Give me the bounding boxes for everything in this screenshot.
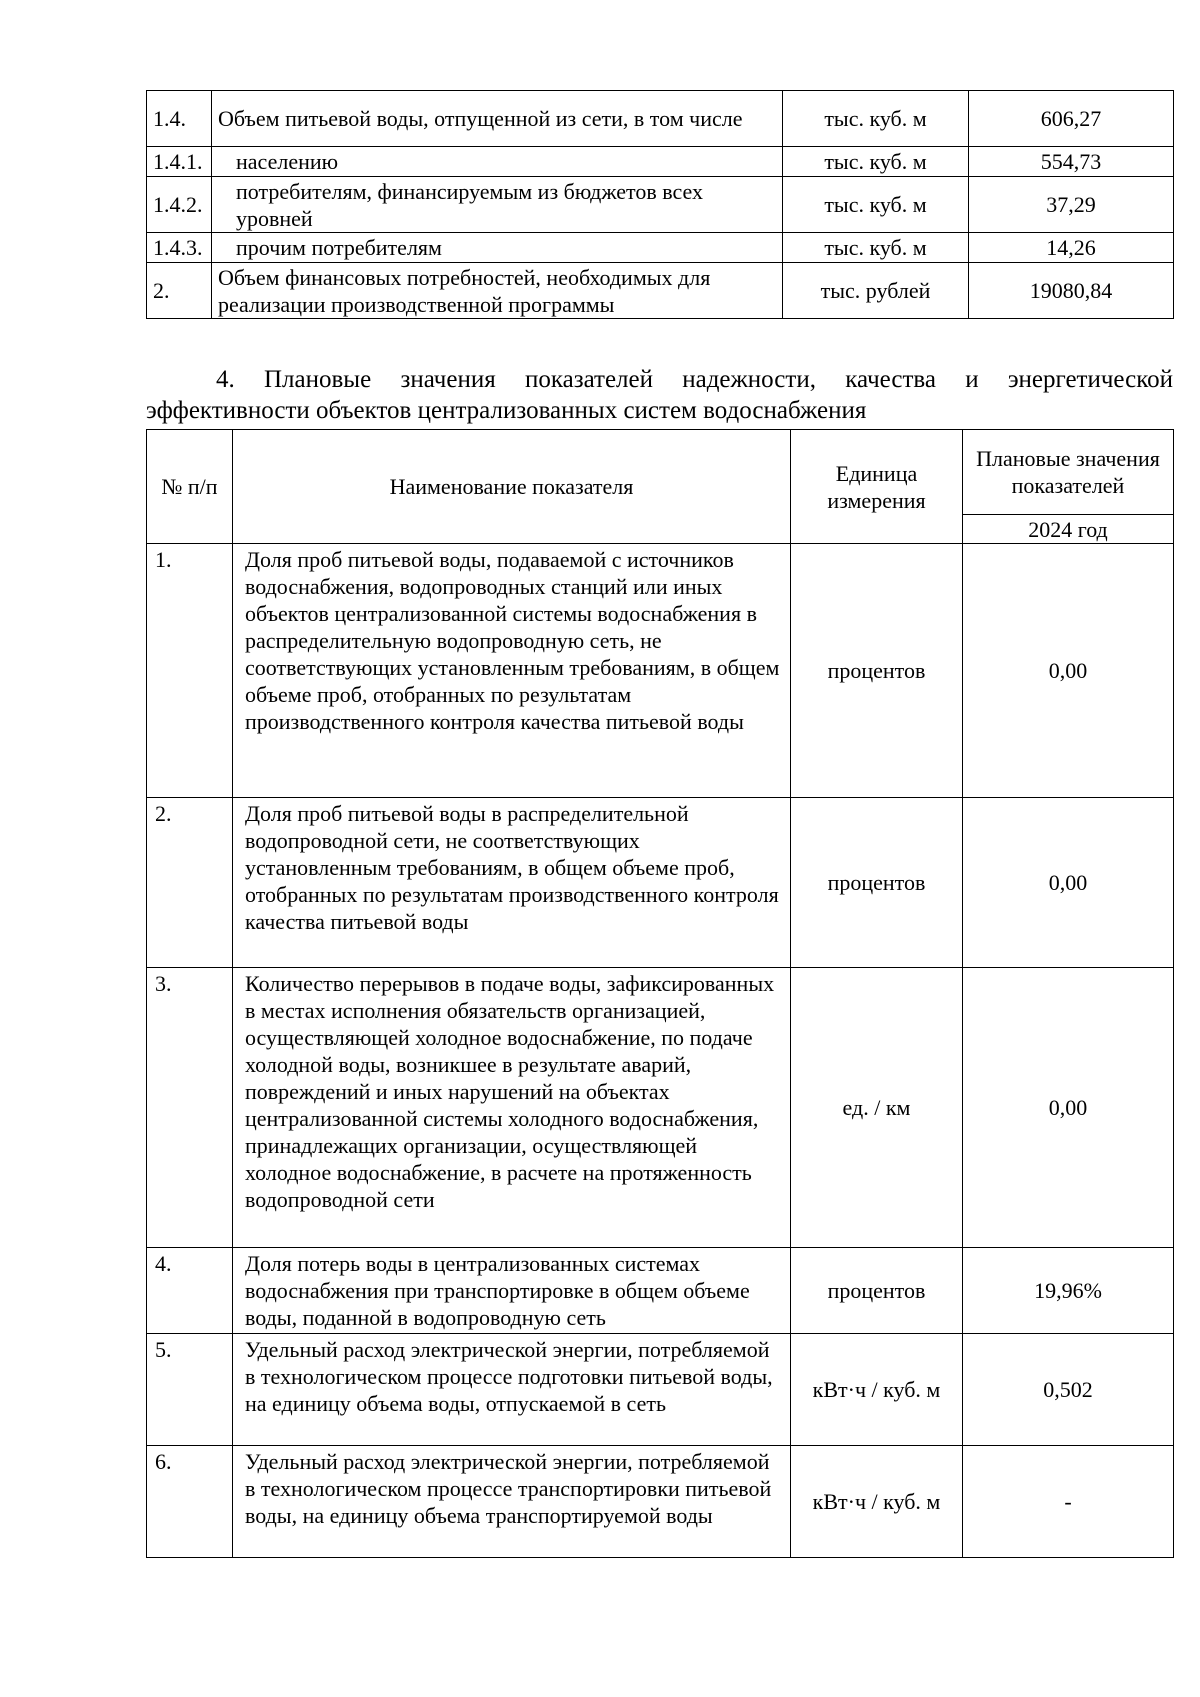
indicators-table — [146, 429, 1174, 1558]
row-unit: кВт·ч / куб. м — [791, 1446, 963, 1558]
table-row — [147, 147, 1174, 177]
row-name: Удельный расход электрической энергии, потребляемой в технологическом процессе транспортировки питьевой воды, на единицу объема транспортируемой воды — [233, 1446, 791, 1558]
row-unit: процентов — [791, 1248, 963, 1334]
row-unit: кВт·ч / куб. м — [791, 1334, 963, 1446]
row-value: 554,73 — [969, 147, 1174, 177]
table-row — [147, 177, 1174, 233]
row-name: Доля проб питьевой воды, подаваемой с источников водоснабжения, водопроводных станций или иных объектов централизованной системы водоснабжения в распределительную водопроводную сеть, не соответствующих установленным требованиям, в общем объеме проб, отобранных по результатам производственного контроля качества питьевой воды — [233, 544, 791, 798]
header-row — [147, 430, 1174, 515]
row-name: прочим потребителям — [212, 233, 783, 263]
row-unit: тыс. рублей — [783, 263, 969, 319]
row-number: 6. — [147, 1446, 233, 1558]
row-name: потребителям, финансируемым из бюджетов всех уровней — [212, 177, 783, 233]
row-value: 19,96% — [963, 1248, 1174, 1334]
row-value: 19080,84 — [969, 263, 1174, 319]
header-planned-values: Плановые значения показателей — [963, 430, 1174, 515]
production-program-table — [146, 90, 1174, 319]
row-unit: процентов — [791, 798, 963, 968]
row-number: 2. — [147, 263, 212, 319]
row-unit: тыс. куб. м — [783, 147, 969, 177]
row-unit: процентов — [791, 544, 963, 798]
row-value: 606,27 — [969, 91, 1174, 147]
row-number: 1.4.3. — [147, 233, 212, 263]
row-value: 0,00 — [963, 798, 1174, 968]
row-value: 14,26 — [969, 233, 1174, 263]
row-number: 4. — [147, 1248, 233, 1334]
row-number: 1.4. — [147, 91, 212, 147]
row-name: Удельный расход электрической энергии, потребляемой в технологическом процессе подготовки питьевой воды, на единицу объема воды, отпускаемой в сеть — [233, 1334, 791, 1446]
row-unit: тыс. куб. м — [783, 91, 969, 147]
row-number: 1.4.2. — [147, 177, 212, 233]
table-row — [147, 968, 1174, 1248]
header-name: Наименование показателя — [233, 430, 791, 544]
header-unit: Единица измерения — [791, 430, 963, 544]
row-unit: тыс. куб. м — [783, 177, 969, 233]
table-row — [147, 798, 1174, 968]
table-row — [147, 233, 1174, 263]
row-unit: ед. / км — [791, 968, 963, 1248]
row-value: 37,29 — [969, 177, 1174, 233]
section-heading — [146, 364, 1173, 426]
section-heading-line-1: 4. Плановые значения показателей надежности, качества и энергетической — [216, 366, 1173, 393]
row-name: Доля проб питьевой воды в распределительной водопроводной сети, не соответствующих установленным требованиям, в общем объеме проб, отобранных по результатам производственного контроля качества питьевой воды — [233, 798, 791, 968]
header-number: № п/п — [147, 430, 233, 544]
row-name: Объем финансовых потребностей, необходимых для реализации производственной программы — [212, 263, 783, 319]
table-row — [147, 544, 1174, 798]
row-value: - — [963, 1446, 1174, 1558]
row-value: 0,00 — [963, 968, 1174, 1248]
section-heading-line-2: эффективности объектов централизованных систем водоснабжения — [146, 397, 867, 424]
row-unit: тыс. куб. м — [783, 233, 969, 263]
table-row — [147, 91, 1174, 147]
row-number: 3. — [147, 968, 233, 1248]
row-value: 0,00 — [963, 544, 1174, 798]
row-name: Объем питьевой воды, отпущенной из сети, в том числе — [212, 91, 783, 147]
table-row — [147, 1446, 1174, 1558]
row-number: 1.4.1. — [147, 147, 212, 177]
row-number: 2. — [147, 798, 233, 968]
header-year: 2024 год — [963, 515, 1174, 544]
row-number: 1. — [147, 544, 233, 798]
table-row — [147, 263, 1174, 319]
table-row — [147, 1248, 1174, 1334]
row-value: 0,502 — [963, 1334, 1174, 1446]
row-name: населению — [212, 147, 783, 177]
table-row — [147, 1334, 1174, 1446]
row-number: 5. — [147, 1334, 233, 1446]
row-name: Количество перерывов в подаче воды, зафиксированных в местах исполнения обязательств организацией, осуществляющей холодное водоснабжение, по подаче холодной воды, возникшее в результате аварий, повреждений и иных нарушений на объектах централизованной системы холодного водоснабжения, принадлежащих организации, осуществляющей холодное водоснабжение, в расчете на протяженность водопроводной сети — [233, 968, 791, 1248]
row-name: Доля потерь воды в централизованных системах водоснабжения при транспортировке в общем объеме воды, поданной в водопроводную сеть — [233, 1248, 791, 1334]
